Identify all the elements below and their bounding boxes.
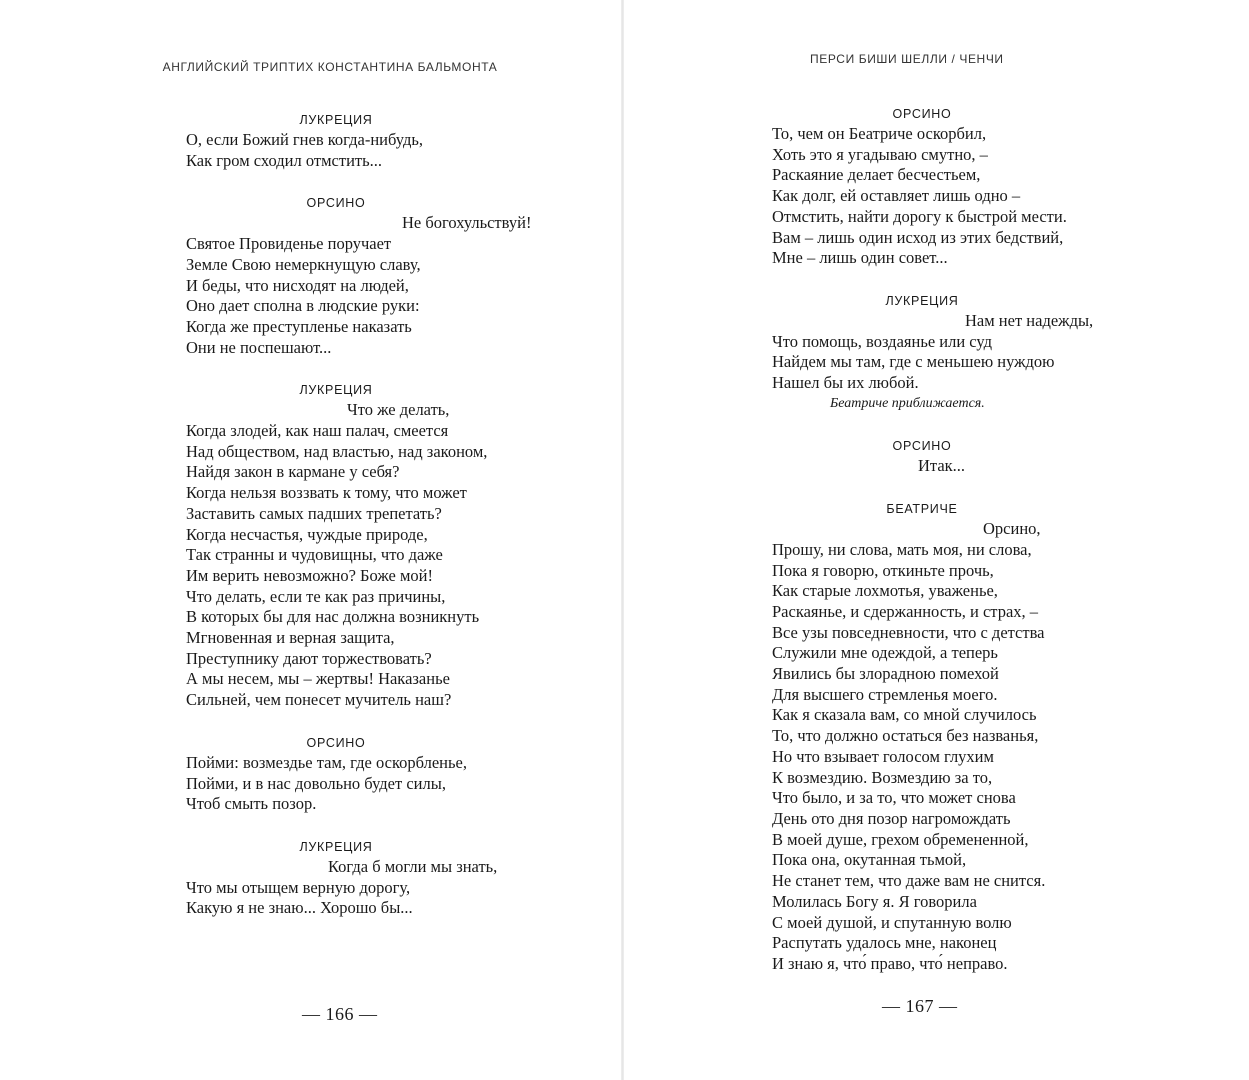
verse-line: Прошу, ни слова, мать моя, ни слова, — [772, 539, 1032, 559]
verse-line: Они не поспешают... — [186, 337, 332, 357]
verse-line: Отмстить, найти дорогу к быстрой мести. — [772, 206, 1067, 226]
speaker-name: ЛУКРЕЦИЯ — [299, 383, 373, 398]
verse-line: С моей душой, и спутанную волю — [772, 912, 1012, 932]
verse-line: Но что взывает голосом глухим — [772, 746, 994, 766]
verse-line: Что же делать, — [347, 400, 450, 420]
verse-line: Какую я не знаю... Хорошо бы... — [186, 898, 413, 918]
stage-direction: Беатриче приближается. — [830, 395, 985, 411]
verse-line: Преступнику дают торжествовать? — [186, 648, 432, 668]
verse-line: Раскаяние делает бесчестьем, — [772, 165, 981, 185]
verse-text-left — [186, 110, 586, 919]
verse-line: Когда нельзя воззвать к тому, что может — [186, 483, 467, 503]
book-gutter — [621, 0, 624, 1080]
verse-text-right — [772, 104, 1172, 975]
verse-line: Не богохульствуй! — [402, 213, 532, 233]
verse-line: Что было, и за то, что может снова — [772, 788, 1016, 808]
verse-line: Все узы повседневности, что с детства — [772, 622, 1045, 642]
speaker-name: ЛУКРЕЦИЯ — [299, 839, 373, 854]
verse-line: То, чем он Беатриче оскорбил, — [772, 124, 987, 143]
verse-line: О, если Божий гнев когда-нибудь, — [186, 130, 424, 149]
verse-line: Найдя закон в кармане у себя? — [186, 462, 400, 482]
verse-line: И беды, что нисходят на людей, — [186, 275, 409, 295]
verse-line: И знаю я, что́ право, что́ неправо. — [772, 953, 1008, 973]
verse-line: Молилась Богу я. Я говорила — [772, 891, 977, 911]
verse-block — [772, 456, 1172, 477]
verse-line: То, что должно остаться без названья, — [772, 726, 1039, 746]
verse-block — [186, 753, 586, 815]
verse-line: Чтоб смыть позор. — [186, 794, 317, 814]
verse-block — [186, 857, 586, 919]
verse-line: Пока она, окутанная тьмой, — [772, 850, 967, 870]
speaker-name: ОРСИНО — [892, 439, 952, 454]
verse-line: Раскаянье, и сдержанность, и страх, – — [772, 601, 1039, 621]
verse-line: Сильней, чем понесет мучитель наш? — [186, 690, 452, 710]
verse-line: Что делать, если те как раз причины, — [186, 586, 446, 606]
verse-line: Мне – лишь один совет... — [772, 248, 948, 268]
verse-line: Земле Свою немеркнущую славу, — [186, 254, 421, 274]
verse-line: Как гром сходил отмстить... — [186, 150, 383, 170]
verse-line: Хоть это я угадываю смутно, – — [772, 144, 988, 164]
verse-line: Пока я говорю, откиньте прочь, — [772, 560, 994, 580]
verse-line: В моей душе, грехом обремененной, — [772, 829, 1029, 849]
running-head-left: АНГЛИЙСКИЙ ТРИПТИХ КОНСТАНТИНА БАЛЬМОНТА — [162, 60, 498, 74]
verse-line: Вам – лишь один исход из этих бедствий, — [772, 227, 1064, 247]
speaker-name: ОРСИНО — [306, 196, 366, 211]
verse-line: Служили мне одеждой, а теперь — [772, 643, 998, 663]
verse-line: Так странны и чудовищны, что даже — [186, 545, 443, 565]
verse-line: Заставить самых падших трепетать? — [186, 503, 442, 523]
verse-line: Орсино, — [983, 519, 1041, 539]
verse-line: Когда же преступленье наказать — [186, 316, 412, 336]
verse-line: Как старые лохмотья, уваженье, — [772, 581, 998, 601]
verse-line: Пойми, и в нас довольно будет силы, — [186, 773, 446, 793]
verse-line: Святое Провиденье поручает — [186, 234, 392, 254]
verse-line: Что мы отыщем верную дорогу, — [186, 877, 411, 897]
verse-line: День ото дня позор нагромождать — [772, 808, 1011, 828]
verse-line: Мгновенная и верная защита, — [186, 628, 395, 648]
verse-line: Над обществом, над властью, над законом, — [186, 441, 488, 461]
verse-line: Итак... — [918, 456, 966, 476]
left-page — [0, 0, 620, 1080]
verse-block — [186, 130, 586, 171]
speaker-name: ОРСИНО — [892, 107, 952, 121]
verse-line: Им верить невозможно? Боже мой! — [186, 565, 433, 585]
verse-line: А мы несем, мы – жертвы! Наказанье — [186, 669, 450, 689]
verse-line: Пойми: возмездье там, где оскорбленье, — [186, 752, 467, 772]
verse-block — [772, 124, 1172, 269]
verse-line: Не станет тем, что даже вам не снится. — [772, 871, 1046, 891]
verse-line: Явились бы злорадною помехой — [772, 664, 999, 684]
verse-line: Когда несчастья, чуждые природе, — [186, 524, 428, 544]
verse-block — [772, 519, 1172, 974]
verse-line: Как я сказала вам, со мной случилось — [772, 705, 1037, 725]
page-number-right: — 167 — — [882, 996, 958, 1016]
verse-line: Найдем мы там, где с меньшею нуждою — [772, 352, 1055, 372]
verse-line: Распутать удалось мне, наконец — [772, 933, 997, 953]
verse-block — [772, 311, 1172, 394]
speaker-name: ОРСИНО — [306, 735, 366, 750]
verse-line: Когда б могли мы знать, — [328, 856, 498, 876]
speaker-name: БЕАТРИЧЕ — [886, 502, 958, 517]
verse-line: Когда злодей, как наш палач, смеется — [186, 421, 449, 441]
right-page — [625, 0, 1249, 1080]
verse-line: Нам нет надежды, — [965, 310, 1094, 330]
verse-line: Оно дает сполна в людские руки: — [186, 296, 420, 316]
verse-block — [186, 213, 586, 358]
verse-line: К возмездию. Возмездию за то, — [772, 767, 993, 787]
verse-line: Нашел бы их любой. — [772, 373, 919, 393]
verse-block — [186, 400, 586, 711]
running-head-right: ПЕРСИ БИШИ ШЕЛЛИ / ЧЕНЧИ — [810, 52, 1004, 66]
verse-line: Для высшего стремленья моего. — [772, 684, 998, 704]
speaker-name: ЛУКРЕЦИЯ — [885, 293, 959, 308]
speaker-name: ЛУКРЕЦИЯ — [299, 113, 373, 127]
verse-line: Как долг, ей оставляет лишь одно – — [772, 186, 1021, 206]
verse-line: Что помощь, воздаянье или суд — [772, 331, 993, 351]
verse-line: В которых бы для нас должна возникнуть — [186, 607, 480, 627]
page-number-left: — 166 — — [302, 1004, 378, 1024]
